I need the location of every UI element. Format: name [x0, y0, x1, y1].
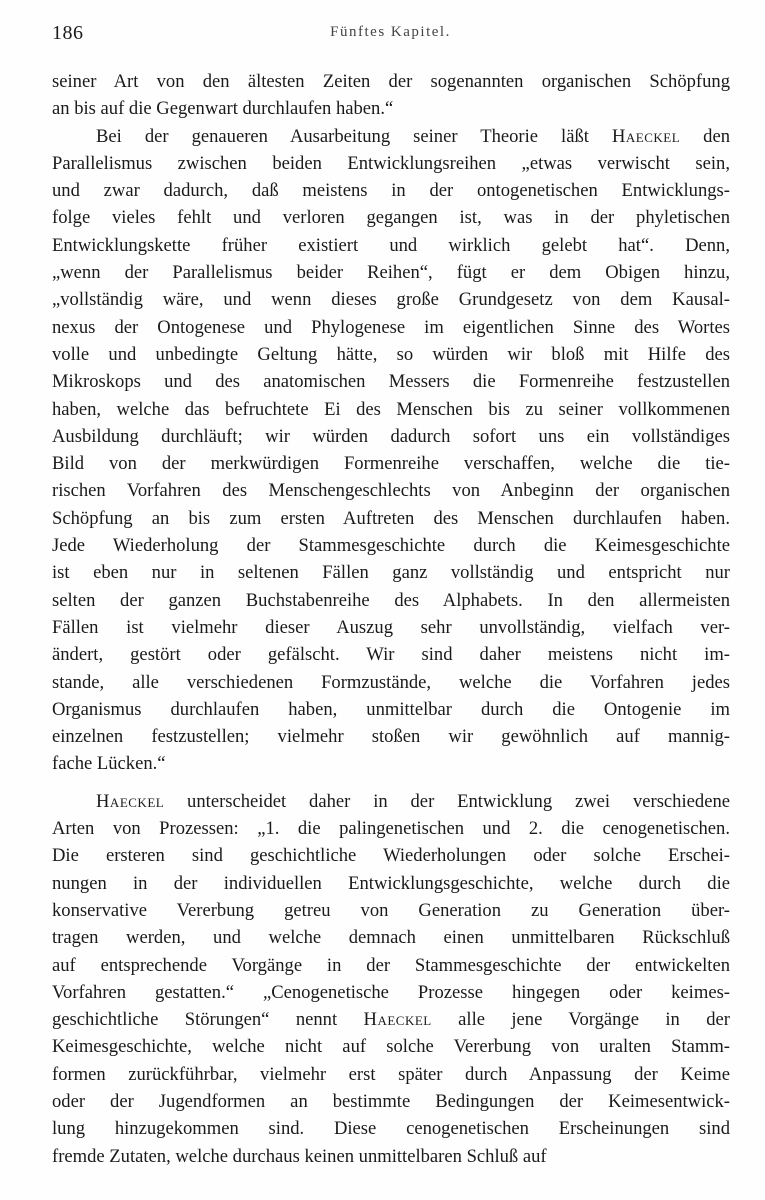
text-line: Bild von der merkwürdigen Formenreihe verschaffen, welche die tie-: [52, 453, 730, 475]
text-line: rischen Vorfahren des Menschengeschlechts von Anbeginn der organischen: [52, 480, 730, 502]
text-line: Bei der genaueren Ausarbeitung seiner Theorie läßt Haeckel den: [96, 125, 730, 147]
text-line: Die ersteren sind geschichtliche Wiederholungen oder solche Erschei-: [52, 845, 730, 867]
text-line: „wenn der Parallelismus beider Reihen“, fügt er dem Obigen hinzu,: [52, 262, 730, 284]
text-line: Mikroskops und des anatomischen Messers die Formenreihe festzustellen: [52, 371, 730, 393]
text-line: lung hinzugekommen sind. Diese cenogenetischen Erscheinungen sind: [52, 1118, 730, 1140]
text-line: Haeckel unterscheidet daher in der Entwicklung zwei verschiedene: [96, 790, 730, 812]
text-line: fache Lücken.“: [52, 753, 166, 775]
text-line: seiner Art von den ältesten Zeiten der sogenannten organischen Schöpfung: [52, 71, 730, 92]
text-line: volle und unbedingte Geltung hätte, so würden wir bloß mit Hilfe des: [52, 343, 730, 365]
paragraph-gap: [52, 778, 730, 788]
text-line: tragen werden, und welche demnach einen unmittelbaren Rückschluß: [52, 927, 730, 949]
paragraph: [52, 68, 730, 123]
text-line: geschichtliche Störungen“ nennt Haeckel alle jene Vorgänge in der: [52, 1009, 730, 1031]
text-line: folge vieles fehlt und verloren gegangen ist, was in der phyletischen: [52, 207, 730, 229]
paragraph: [52, 123, 730, 778]
text-line: ist eben nur in seltenen Fällen ganz vollständig und entspricht nur: [52, 562, 730, 584]
text-line: Keimesgeschichte, welche nicht auf solche Vererbung von uralten Stamm-: [52, 1036, 730, 1058]
text-line: oder der Jugendformen an bestimmte Bedingungen der Keimesentwick-: [52, 1090, 730, 1112]
text-line: Ausbildung durchläuft; wir würden dadurch sofort uns ein vollständiges: [52, 425, 730, 447]
author-name: Haeckel: [363, 1009, 432, 1031]
page-header: [52, 22, 729, 46]
running-title: Fünftes Kapitel.: [330, 24, 451, 40]
text-line: Parallelismus zwischen beiden Entwicklungsreihen „etwas verwischt sein,: [52, 152, 730, 174]
paragraph: [52, 788, 730, 1170]
text-line: und zwar dadurch, daß meistens in der ontogenetischen Entwicklungs-: [52, 180, 730, 202]
text-line: fremde Zutaten, welche durchaus keinen unmittelbaren Schluß auf: [52, 1145, 547, 1167]
text-line: Fällen ist vielmehr dieser Auszug sehr unvollständig, vielfach ver-: [52, 616, 730, 638]
author-name: Haeckel: [96, 790, 165, 812]
text-line: haben, welche das befruchtete Ei des Menschen bis zu seiner vollkommenen: [52, 398, 730, 420]
text-line: nungen in der individuellen Entwicklungsgeschichte, welche durch die: [52, 872, 730, 894]
text-line: Vorfahren gestatten.“ „Cenogenetische Prozesse hingegen oder keimes-: [52, 981, 730, 1003]
text-line: selten der ganzen Buchstabenreihe des Alphabets. In den allermeisten: [52, 589, 730, 611]
text-line: nexus der Ontogenese und Phylogenese im eigentlichen Sinne des Wortes: [52, 316, 730, 338]
text-line: „vollständig wäre, und wenn dieses große Grundgesetz von dem Kausal-: [52, 289, 730, 311]
text-line: Jede Wiederholung der Stammesgeschichte durch die Keimesgeschichte: [52, 535, 730, 557]
page-number: 186: [52, 22, 84, 44]
text-line: Organismus durchlaufen haben, unmittelbar durch die Ontogenie im: [52, 698, 730, 720]
text-line: formen zurückführbar, vielmehr erst später durch Anpassung der Keime: [52, 1063, 730, 1085]
text-line: Schöpfung an bis zum ersten Auftreten des Menschen durchlaufen haben.: [52, 507, 730, 529]
author-name: Haeckel: [611, 125, 681, 147]
text-line: auf entsprechende Vorgänge in der Stammesgeschichte der entwickelten: [52, 954, 730, 976]
text-line: konservative Vererbung getreu von Generation zu Generation über-: [52, 899, 730, 921]
text-line: an bis auf die Gegenwart durchlaufen haben.“: [52, 98, 394, 120]
text-line: ändert, gestört oder gefälscht. Wir sind daher meistens nicht im-: [52, 644, 730, 666]
text-line: einzelnen festzustellen; vielmehr stoßen wir gewöhnlich auf mannig-: [52, 726, 730, 748]
text-line: stande, alle verschiedenen Formzustände, welche die Vorfahren jedes: [52, 671, 730, 693]
text-line: Arten von Prozessen: „1. die palingenetischen und 2. die cenogenetischen.: [52, 818, 730, 840]
text-line: Entwicklungskette früher existiert und wirklich gelebt hat“. Denn,: [52, 234, 730, 256]
body-text: [52, 68, 730, 1170]
